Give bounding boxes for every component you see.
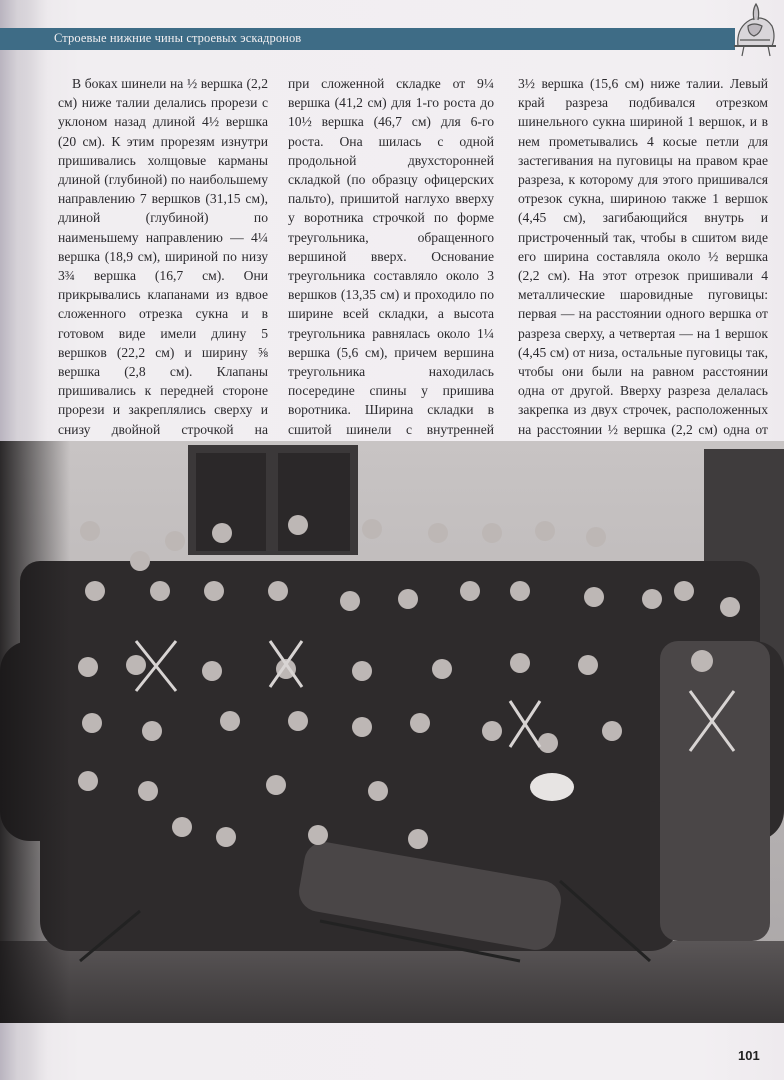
helmet-emblem-icon: [724, 0, 782, 62]
paragraph: 3½ вершка (15,6 см) ниже талии. Левый край разреза подбивался отрезком шинельного сукна шириной 1 вершок, и в нем прометывались 4 косые петли для застегивания на пуговицы на правом крае разреза, к которому для этого пришивался отрезок сукна, шириною также 1 вершок (4,45 см), загибающийся внутрь и пристроченный так, чтобы в сшитом виде его ширина составляла около ½ вершка (2,2 см). На этот отрезок пришивали 4 металлические шаровидные пуговицы: первая — на расстоянии одного вершка от разреза сверху, а четвертая — на 1 вершок (4,45 см) от низа, остальные пуговицы так, чтобы они были на равном расстоянии одна от другой. Вверху разреза делалась закрепка из двух строчек, расположенных на расстоянии ½ вершка (2,2 см) одна от: [518, 76, 768, 437]
page-number: 101: [738, 1048, 760, 1063]
photo-soldiers-image: [0, 441, 784, 1023]
section-header-bar: [0, 28, 735, 50]
paragraph: при сложенной складке от 9¼ вершка (41,2 см) для 1-го роста до 10½ вершка (46,7 см) для 6-го роста. Она шилась с одной продольной двухсторонней складкой (по образцу офицерских пальто), пришитой наглухо вверху у воротника строчкой по форме треугольника, обращенного вершиной вверх. Основание треугольника составляло около 3 вершков (13,35 см) и проходило по ширине всей складки, а высота треугольника равнялась около 1¼ вершка (5,6 см), причем вершина треугольника находилась посередине спины у пришива воротника. Ширина складки в сшитой шинели с внутренней: [288, 76, 494, 437]
group-photograph: [0, 441, 784, 1023]
section-title: Строевые нижние чины строевых эскадронов: [54, 31, 302, 45]
paragraph: В боках шинели на ½ вершка (2,2 см) ниже талии делались прорези с уклоном назад длиной 4½ вершка (20 см). К этим прорезям изнутри пришивались холщовые карманы длиной (глубиной) по наибольшему направлению 7 вершков (31,15 см), длиной (глубиной) по наименьшему направлению — 4¼ вершка (18,9 см), шириной по низу 3¾ вершка (16,7 см). Они прикрывались клапанами из вдвое сложенного отрезка сукна и в готовом виде имели длину 5 вершков (22,2 см) и ширину ⅝ вершка (2,8 см). Клапаны пришивались к передней стороне прорези и закреплялись сверху и снизу двойной строчкой на: [58, 76, 268, 437]
text-column-3: [518, 74, 768, 458]
